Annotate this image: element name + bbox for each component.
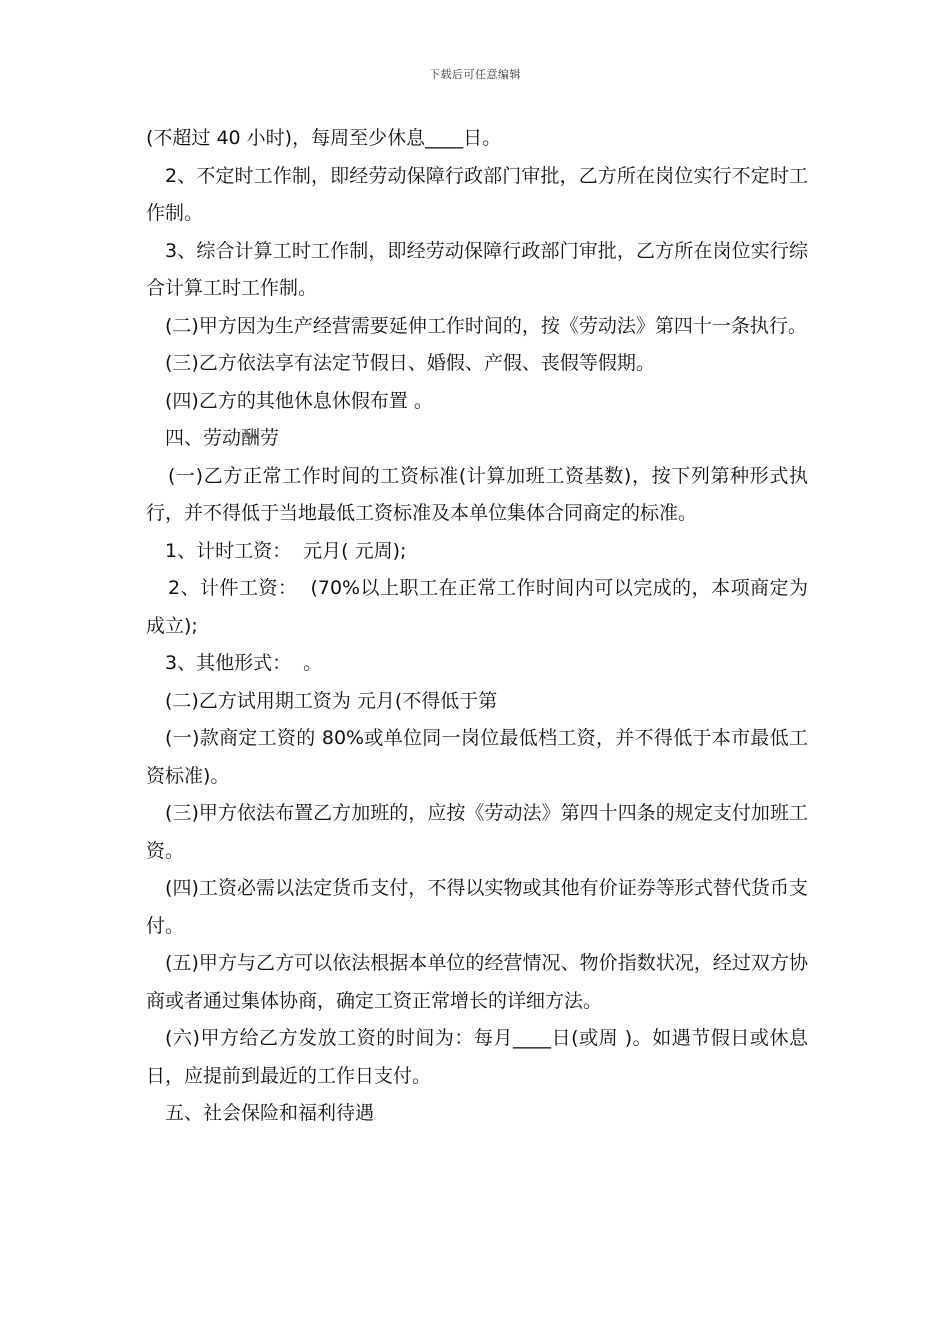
paragraph-piece-wage: 2、计件工资： (70%以上职工在正常工作时间内可以完成的，本项商定为成立);	[146, 577, 808, 637]
document-body	[146, 120, 808, 1133]
paragraph-other-leave: (四)乙方的其他休息休假布置 。	[165, 389, 433, 412]
paragraph-pay-date: (六)甲方给乙方发放工资的时间为：每月____日(或周 )。如遇节假日或休息日，应提前到最近的工作日支付。	[146, 1027, 808, 1087]
paragraph-overtime-extension: (二)甲方因为生产经营需要延伸工作时间的，按《劳动法》第四十一条执行。	[165, 314, 807, 337]
paragraph-flexible-hours: 2、不定时工作制，即经劳动保障行政部门审批，乙方所在岗位实行不定时工作制。	[146, 164, 808, 224]
paragraph-comprehensive-hours: 3、综合计算工时工作制，即经劳动保障行政部门审批，乙方所在岗位实行综合计算工时工作制。	[146, 239, 808, 299]
paragraph-legal-tender: (四)工资必需以法定货币支付，不得以实物或其他有价证券等形式替代货币支付。	[146, 877, 808, 937]
paragraph-other-forms: 3、其他形式： 。	[165, 652, 323, 674]
paragraph-time-wage: 1、计时工资： 元月( 元周);	[165, 539, 407, 562]
paragraph-probation-wage: (二)乙方试用期工资为 元月(不得低于第	[165, 689, 498, 712]
paragraph-working-hours-rest: (不超过 40 小时)，每周至少休息____日。	[146, 127, 502, 149]
paragraph-overtime-pay: (三)甲方依法布置乙方加班的，应按《劳动法》第四十四条的规定支付加班工资。	[146, 802, 808, 862]
section-heading-social-insurance: 五、社会保险和福利待遇	[165, 1102, 375, 1124]
paragraph-wage-standard: (一)乙方正常工作时间的工资标准(计算加班工资基数)，按下列第种形式执行，并不得低于当地最低工资标准及本单位集体合同商定的标准。	[146, 464, 808, 524]
section-heading-remuneration: 四、劳动酬劳	[165, 427, 280, 449]
paragraph-wage-growth: (五)甲方与乙方可以依法根据本单位的经营情况、物价指数状况，经过双方协商或者通过集体协商，确定工资正常增长的详细方法。	[146, 952, 808, 1012]
paragraph-statutory-holidays: (三)乙方依法享有法定节假日、婚假、产假、丧假等假期。	[165, 352, 655, 374]
page-header-note: 下载后可任意编辑	[429, 68, 521, 81]
paragraph-probation-wage-floor: (一)款商定工资的 80%或单位同一岗位最低档工资，并不得低于本市最低工资标准)。	[146, 727, 808, 787]
